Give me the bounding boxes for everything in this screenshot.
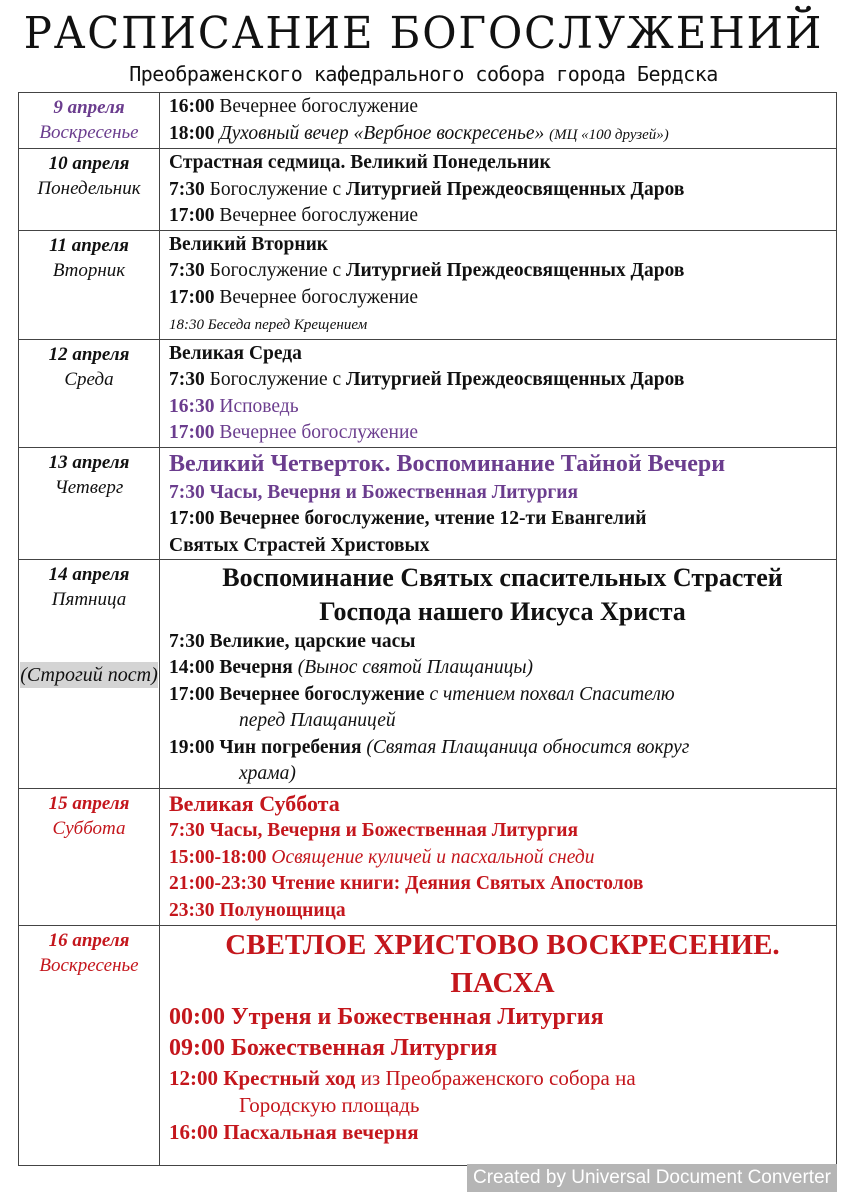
service-line: [169, 285, 836, 312]
service-text: Воспоминание Святых спасительных Страстей: [222, 563, 783, 593]
schedule-row: [19, 149, 837, 231]
service-line: [169, 818, 836, 845]
date: 14 апреля: [48, 564, 130, 586]
service-text: 16:00 Пасхальная вечерня: [169, 1120, 419, 1145]
service-line: [169, 449, 836, 480]
service-line: [169, 761, 836, 788]
service-text: 7:30: [169, 260, 210, 281]
service-text: из Преображенского собора на: [360, 1065, 636, 1090]
services-cell: [160, 447, 837, 560]
services-cell: [160, 339, 837, 447]
date-cell: [19, 339, 160, 447]
service-text: Богослужение с: [209, 178, 347, 200]
weekday: Суббота: [52, 817, 126, 839]
schedule-row: [19, 788, 837, 925]
service-text: 12:00 Крестный ход: [169, 1065, 361, 1090]
service-text: 17:00: [169, 422, 220, 443]
date-cell: [19, 560, 160, 789]
service-text: Господа нашего Иисуса Христа: [319, 597, 686, 626]
service-text: 15:00-18:00: [169, 846, 272, 868]
service-text: 19:00 Чин погребения: [169, 736, 367, 758]
services-cell: [160, 93, 837, 149]
service-text: 23:30 Полунощница: [169, 899, 346, 921]
service-line: [169, 480, 836, 507]
schedule-table: [18, 92, 837, 1166]
service-line: [169, 121, 836, 149]
service-text: Святых Страстей Христовых: [169, 534, 430, 556]
service-line: [169, 1033, 836, 1064]
service-text: Богослужение с: [209, 260, 347, 281]
service-text: Вечернее богослужение: [219, 205, 419, 226]
service-text: Литургией Преждеосвященных Даров: [346, 178, 685, 200]
watermark: Created by Universal Document Converter: [467, 1164, 837, 1192]
schedule-row: [19, 447, 837, 560]
service-line: [169, 177, 836, 204]
service-text: перед Плащаницей: [239, 710, 396, 732]
schedule-row: [19, 925, 837, 1165]
service-text: Вечернее богослужение: [219, 96, 419, 117]
service-text: 18:00: [169, 122, 220, 144]
service-text: 7:30 Часы, Вечерня и Божественная Литургия: [169, 820, 579, 842]
service-text: Литургией Преждеосвященных Даров: [346, 369, 685, 390]
service-line: [169, 595, 836, 629]
weekday: Понедельник: [37, 178, 141, 199]
date: 10 апреля: [48, 153, 130, 174]
date: 9 апреля: [53, 97, 125, 118]
service-text: Великий Вторник: [169, 233, 329, 255]
service-text: Городскую площадь: [239, 1092, 420, 1117]
service-text: 09:00 Божественная Литургия: [169, 1035, 498, 1062]
service-text: 17:00: [169, 286, 220, 308]
service-line: [169, 965, 836, 1003]
fast-note: (Строгий пост): [20, 664, 158, 687]
service-line: [169, 506, 836, 533]
services-cell: [160, 925, 837, 1165]
service-line: [169, 94, 836, 121]
service-line: [169, 311, 836, 339]
service-text: Страстная седмица. Великий Понедельник: [169, 152, 551, 173]
service-line: [169, 655, 836, 682]
service-text: Великая Среда: [169, 342, 302, 364]
service-text: Исповедь: [219, 395, 299, 417]
date: 12 апреля: [48, 343, 130, 365]
service-text: 17:00 Вечернее богослужение, чтение 12-ти Евангелий: [169, 508, 647, 530]
service-text: 7:30: [169, 178, 210, 200]
service-text: 14:00 Вечерня: [169, 657, 298, 679]
service-text: СВЕТЛОЕ ХРИСТОВО ВОСКРЕСЕНИЕ.: [225, 928, 780, 961]
date-cell: [19, 447, 160, 560]
service-text: 00:00 Утреня и Божественная Литургия: [169, 1004, 604, 1031]
service-line: [169, 927, 836, 965]
service-line: [169, 1002, 836, 1033]
service-line: [169, 629, 836, 656]
weekday: Вторник: [52, 259, 126, 281]
service-line: [169, 533, 836, 560]
date-cell: [19, 149, 160, 231]
service-text: 16:30: [169, 395, 220, 417]
service-line: [169, 258, 836, 285]
service-text: 16:00: [169, 96, 220, 117]
service-line: [169, 420, 836, 447]
date-cell: [19, 230, 160, 339]
service-text: 21:00-23:30 Чтение книги: Деяния Святых Апостолов: [169, 873, 644, 895]
service-text: Литургией Преждеосвященных Даров: [346, 260, 685, 281]
service-text: (Святая Плащаница обносится вокруг: [366, 736, 690, 758]
weekday: Воскресенье: [39, 954, 139, 976]
weekday: Четверг: [54, 476, 124, 498]
date: 11 апреля: [49, 234, 129, 256]
service-line: [169, 735, 836, 762]
services-cell: [160, 230, 837, 339]
service-text: 18:30 Беседа перед Крещением: [169, 317, 368, 333]
service-line: [169, 367, 836, 394]
service-line: [169, 845, 836, 872]
service-text: Богослужение с: [209, 369, 347, 390]
service-line: [169, 561, 836, 595]
service-line: [169, 1092, 836, 1119]
service-line: [169, 682, 836, 709]
service-line: [169, 150, 836, 177]
service-text: Великая Суббота: [169, 790, 340, 816]
schedule-row: [19, 560, 837, 789]
date-cell: [19, 788, 160, 925]
services-cell: [160, 149, 837, 231]
service-text: с чтением похвал Спасителю: [429, 683, 675, 705]
weekday: Среда: [64, 368, 114, 390]
service-line: [169, 790, 836, 819]
date: 13 апреля: [48, 451, 130, 473]
service-text: 17:00 Вечернее богослужение: [169, 683, 430, 705]
page-title: РАСПИСАНИЕ БОГОСЛУЖЕНИЙ: [23, 8, 824, 59]
service-text: Великий Четверток. Воспоминание Тайной Вечери: [169, 450, 726, 477]
service-text: 7:30: [169, 369, 210, 390]
service-line: [169, 898, 836, 925]
service-text: Освящение куличей и пасхальной снеди: [271, 846, 595, 868]
schedule-row: [19, 93, 837, 149]
service-line: [169, 871, 836, 898]
service-text: Вечернее богослужение: [219, 422, 419, 443]
service-line: [169, 708, 836, 735]
service-text: 7:30 Великие, царские часы: [169, 630, 416, 652]
service-text: (Вынос святой Плащаницы): [297, 657, 534, 679]
service-line: [169, 341, 836, 368]
weekday: Воскресенье: [39, 122, 139, 143]
service-line: [169, 394, 836, 421]
services-cell: [160, 560, 837, 789]
weekday: Пятница: [51, 589, 127, 611]
service-text: (МЦ «100 друзей»): [549, 126, 669, 143]
service-text: ПАСХА: [450, 966, 555, 999]
date: 15 апреля: [48, 792, 130, 814]
service-line: [169, 232, 836, 259]
services-cell: [160, 788, 837, 925]
service-line: [169, 203, 836, 230]
date-cell: [19, 925, 160, 1165]
service-text: Духовный вечер «Вербное воскресенье»: [219, 122, 550, 144]
schedule-row: [19, 230, 837, 339]
service-text: Вечернее богослужение: [219, 286, 419, 308]
service-text: 7:30 Часы, Вечерня и Божественная Литургия: [169, 481, 579, 503]
page-subtitle: Преображенского кафедрального собора города Бердска: [129, 62, 718, 86]
schedule-row: [19, 339, 837, 447]
service-line: [169, 1119, 836, 1146]
date-cell: [19, 93, 160, 149]
date: 16 апреля: [48, 929, 130, 951]
service-line: [169, 1065, 836, 1092]
service-text: храма): [239, 763, 296, 785]
service-text: 17:00: [169, 205, 220, 226]
